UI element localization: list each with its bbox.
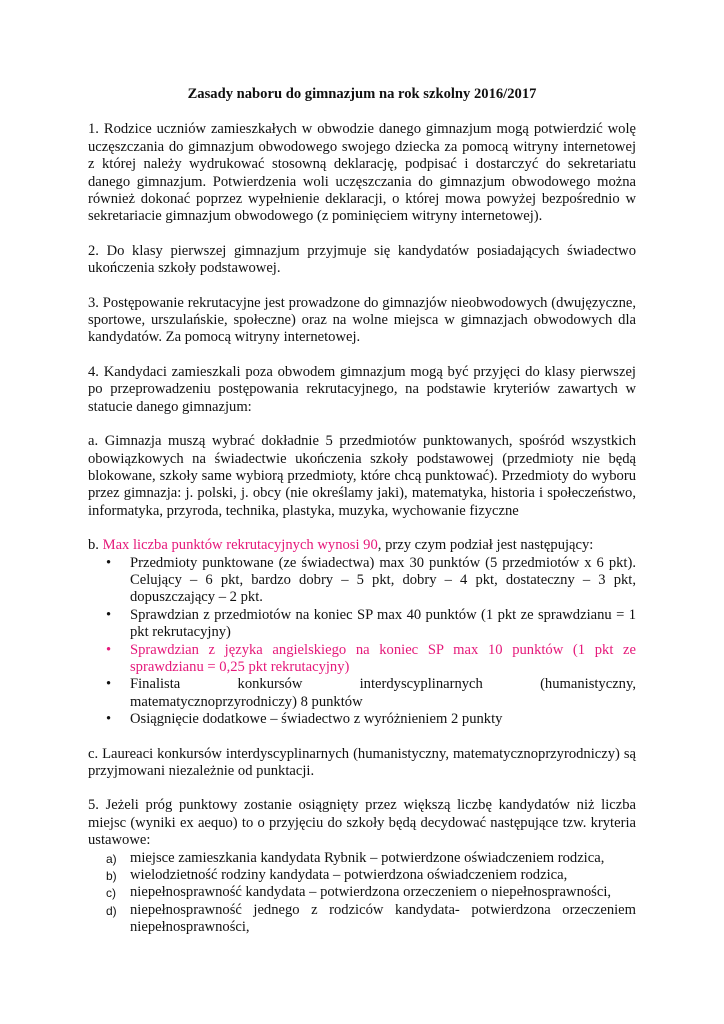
list-item-english-exam: • Sprawdzian z języka angielskiego na koniec SP max 10 punktów (1 pkt ze sprawdzianu = 0,25 pkt rekrutacyjny) (130, 642, 636, 677)
paragraph-1: 1. Rodzice uczniów zamieszkałych w obwodzie danego gimnazjum mogą potwierdzić wolę uczęszczania do gimnazjum obwodowego swojego dziecka za pomocą witryny internetowej z której należy wydrukować stosowną deklarację, podpisać i dostarczyć do sekretariatu danego gimnazjum. Potwierdzenia woli uczęszczania do gimnazjum obwodowego można również dokonać poprzez wypełnienie deklaracji, o której mowa powyżej bezpośrednio w sekretariacie gimnazjum obwodowego (z pominięciem witryny internetowej). (88, 121, 636, 225)
list-item (106, 884, 636, 901)
list-item: • Sprawdzian z przedmiotów na koniec SP max 40 punktów (1 pkt ze sprawdzianu = 1 pkt rekrutacyjny) (130, 607, 636, 642)
list-letter: c) (106, 886, 116, 901)
list-item-finalist (130, 676, 636, 711)
paragraph-3: 3. Postępowanie rekrutacyjne jest prowadzone do gimnazjów nieobwodowych (dwujęzyczne, sportowe, urszulańskie, społeczne) oraz na wolne miejsca w gimnazjach obwodowych dla kandydatów. Za pomocą witryny internetowej. (88, 294, 636, 346)
finalist-word: • Finalista (130, 676, 181, 693)
paragraph-2: 2. Do klasy pierwszej gimnazjum przyjmuje się kandydatów posiadających świadectwo ukończenia szkoły podstawowej. (88, 242, 636, 277)
finalist-line-1 (130, 676, 636, 693)
list-letter: b) (106, 869, 117, 884)
list-item: • Osiągnięcie dodatkowe – świadectwo z wyróżnieniem 2 punkty (130, 711, 636, 728)
paragraph-4a: a. Gimnazja muszą wybrać dokładnie 5 przedmiotów punktowanych, spośród wszystkich obowiązkowych na świadectwie ukończenia szkoły podstawowej (przedmioty nie będą blokowane, szkoły same wybiorą przedmioty, które chcą punktować). Przedmioty do wyboru przez gimnazja: j. polski, j. obcy (nie określamy jaki), matematyka, historia i społeczeństwo, informatyka, przyroda, technika, plastyka, muzyka, wychowanie fizyczne (88, 433, 636, 519)
list-item (106, 901, 636, 937)
paragraph-4b-prefix: b. (88, 537, 103, 554)
statutory-criteria-list (88, 850, 636, 937)
list-item-text: miejsce zamieszkania kandydata Rybnik – potwierdzone oświadczeniem rodzica, (130, 849, 605, 866)
list-item (106, 867, 636, 884)
finalist-line-2: matematycznoprzyrodniczy) 8 punktów (130, 693, 363, 710)
list-item-text: niepełnosprawność kandydata – potwierdzona orzeczeniem o niepełnosprawności, (130, 884, 612, 901)
paragraph-5: 5. Jeżeli próg punktowy zostanie osiągnięty przez większą liczbę kandydatów niż liczba miejsc (wyniki ex aequo) to o przyjęciu do szkoły będą decydować następujące tzw. kryteria ustawowe: (88, 797, 636, 849)
finalist-word: konkursów (237, 676, 303, 693)
points-breakdown-list (88, 555, 636, 729)
paragraph-4b (88, 537, 636, 554)
list-letter: a) (106, 851, 117, 866)
list-item: • Przedmioty punktowane (ze świadectwa) max 30 punktów (5 przedmiotów x 6 pkt). Celujący – 6 pkt, bardzo dobry – 5 pkt, dobry – 4 pkt, dostateczny – 3 pkt, dopuszczający – 2 pkt. (130, 555, 636, 607)
paragraph-4: 4. Kandydaci zamieszkali poza obwodem gimnazjum mogą być przyjęci do klasy pierwszej po przeprowadzeniu postępowania rekrutacyjnego, na podstawie kryteriów zawartych w statucie danego gimnazjum: (88, 363, 636, 415)
list-letter: d) (106, 903, 117, 918)
list-item (106, 849, 636, 867)
document-title: Zasady naboru do gimnazjum na rok szkolny 2016/2017 (187, 86, 537, 102)
paragraph-4b-rest: , przy czym podział jest następujący: (377, 537, 594, 554)
list-item-text: niepełnosprawność jednego z rodziców kandydata- potwierdzona orzeczeniem niepełnosprawności, (130, 901, 636, 936)
finalist-word: (humanistyczny, (540, 676, 636, 693)
finalist-word: interdyscyplinarnych (359, 676, 483, 693)
max-points-highlight: Max liczba punktów rekrutacyjnych wynosi 90 (102, 537, 378, 554)
paragraph-4c: c. Laureaci konkursów interdyscyplinarnych (humanistyczny, matematycznoprzyrodniczy) są przyjmowani niezależnie od punktacji. (88, 745, 636, 779)
list-item-text: wielodzietność rodziny kandydata – potwierdzona oświadczeniem rodzica, (130, 867, 568, 884)
